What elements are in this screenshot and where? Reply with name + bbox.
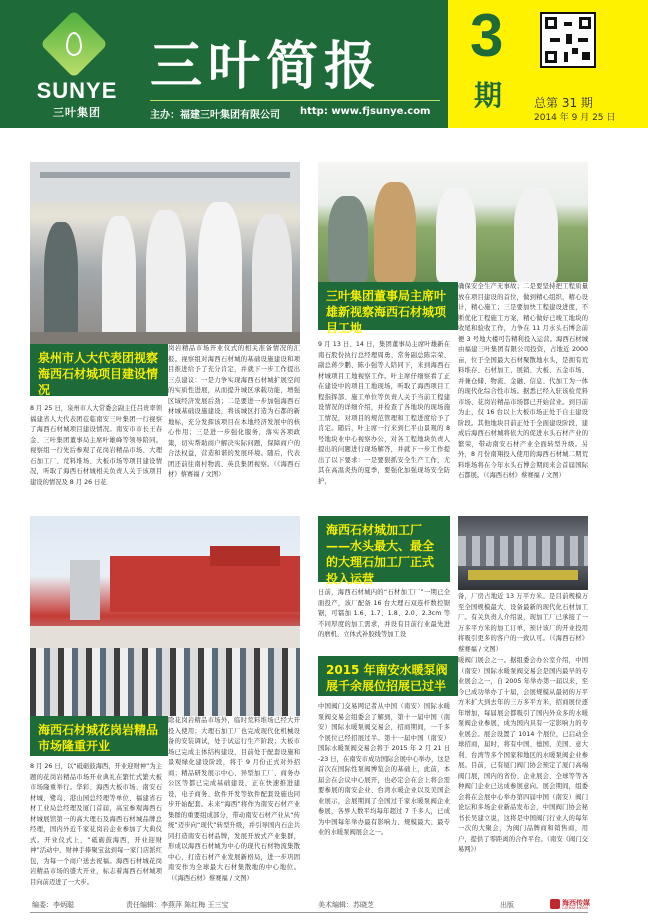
issue-date: 2014 年 9 月 25 日 bbox=[534, 113, 616, 123]
masthead bbox=[0, 0, 648, 128]
article-text: 8 月 26 日，以“砥砺鼓海西，开业迎财神”为主题的花岗岩精品市场开业典礼在繁忙式繁大板市场隆重举行。华彩、海西大板市场、南安石材城、鹭岛、港山园总经理等单位、福建省石材工业局总经理及厦门首届，高宝参观海西石材城展馆第一的高大理石及海西石材城品牌总经理，国内外近千家花岗岩企业参加了大典仪式。开业仪式上，“砥砺鼓海西，开业迎财神”活动中，财神手捧聚宝盆到每一家门店派红包，为每一个商户送去祝福。海西石材城花岗岩精品市场的盛大开业，标志着海西石材城项目向前迈进了一大步。 bbox=[30, 763, 162, 886]
photo-processing-plant bbox=[458, 516, 588, 590]
headline-valve-expo: 2015 年南安水暖泵阀展千余展位招展已过半 bbox=[318, 656, 458, 696]
article-text: 暖阀门展会之一。据组委会办公室介绍，中国（南安）国际水暖泵阀交易会是国内最早的专业展会之一，自 2005 年举办第一届以来，至今已成功举办了十届，会展规模从最初的万平方米扩大到去年的三万多平方米，招商展位逐年增加，每届展会都吸引了国内外众多的水暖泵阀企业参展，成为国内具有一定影响力的专业展会。展会设置了 1014 个展位，已启动全球招商，届时，将有中国、德国、美国、意大利、台湾等多个国家和地区的水暖泵阀企业参展。目前，已有厦门阀门协会预定了厦门高端阀门展，国内的省份、企业展会、全球等等各种阀门企业已达成参展意向。展会期间，组委会将在会展中心举办第四届中国（南安）阀门论坛和多场企业新品发布会，中国阀门协会秘书长吴建立说，这将是中国阀门行业人的每年一次的大聚会，为阀门品牌商和销售商，用户，提供了零距离的合作平台。（南安《阀门交易网》） bbox=[458, 657, 588, 853]
total-issue: 总第 31 期 bbox=[534, 96, 593, 110]
article-text: 备，厂房占地近 13 万平方米。是目前规模万至全国规模最大、设备最新的现代化石材加工厂。有关负责人介绍说，现加工厂已承接了一万多平方米的加工订单，预计该厂的开业投用将吸引更多的客户的一致认可。（《海西石材》蔡赛福 / 文图） bbox=[458, 593, 588, 652]
article-text: 9 月 13 日、14 日，集团董事局主席叶雄新在南石股份执行总经理周勇、常务副总陈宗荣、副总蒋少鹏、陈小强等人陪同下，来到海西石材城项目工地视察工作。叶主席仔细察看了正在建设中的项目工地现场，听取了海西项目工程指挥部、施工单位等负责人关于当前工程建设情况的详细介绍，并检查了各地块的现场施工情况，对项目的规范管理和工程进度给予了肯定。随后，叶主席一行来到仁平山景观的 8 号地块业中心视察办公，对各工程地块负责人提出的问题进行现场解答，并就下一步工作提出了以下要求：一是要狠抓安全生产工作，尤其在高温炎热的夏季，要强化加强现场安全防护， bbox=[318, 341, 450, 485]
photo-delegation-visit bbox=[30, 162, 300, 344]
company-logo bbox=[22, 18, 132, 119]
issue-panel bbox=[448, 0, 648, 128]
qr-code-icon bbox=[540, 12, 596, 68]
article-text: 除花岗岩精品市场外，临时荒料堆场已经大开投入使用；大理石加工厂也完成现代化机械设备的安装调试，处于试运行生产阶段；大板市场已完成主体结构建设，目前处于配套设施和景观绿化建设阶段，将于 9 月份正式对外招商；精品研发展示中心、异型加工厂、商务办公区等都已完成基础建设，正在快速推进建设，电子商务、软件开发等软件配套设施也同步开始配套。未来“海西”将作为南安石材产业集群的重要组成部分，带动南安石材产业从“传统”迈步向“现代”转型升级，并引导国内石企共同打造南安石材品牌，发展开放式产业集群，形成以海西石材城为中心的现代石材物流集散中心，打造石材产业发展新格局，进一步巩固南安作为全球最大石材集散地的中心地位。（《海西石材》蔡赛福 / 文图） bbox=[168, 717, 300, 882]
photo-chairman-site-visit bbox=[318, 162, 588, 282]
article-text: 8 月 25 日，泉州市人大常委会副主任吕贵率领福建省人大代表团莅临南安三叶集团一行视察了海西石材城项目建设情况。南安市市长王春金、三叶集团董事局主席叶雄峰等领导陪同。视察组一行先后参观了花岗岩精品市场、大理石加工厂、荒料堆场、大板市场等项目建设情况，听取了海西石材城相关负责人关于该项目建设的情况及 8 月 26 日花 bbox=[30, 405, 162, 486]
article-text: 日前，海西石材城内的“石材加工厂”一期已全面投产，该厂配备 16 台大理石双连杆数控锯锯，可镭加 1.6、1.7、1.8、2.0、2.3cm 等不同厚度的加工需求，并设有目前行业最先进的磨机、立体式补胶线等加工设 bbox=[318, 589, 450, 638]
headline-delegation-visit: 泉州市人大代表团视察海西石材城项目建设情况 bbox=[30, 344, 168, 396]
footer-rule bbox=[30, 912, 588, 913]
issue-unit: 期 bbox=[474, 79, 503, 112]
publisher-name: 海西传媒 bbox=[562, 899, 590, 907]
logo-text: SUNYE bbox=[36, 78, 118, 103]
footer-art-editor: 美术编辑：苏晓芝 bbox=[318, 901, 374, 909]
article-text: 中国阀门交易网记者从中国（南安）国际水暖泵阀交易会组委会了解到，第十一届中国（南安）国际水暖泵阀交易会，招商期间，一千多个展位已经招展过半。第十一届中国（南安）国际水暖泵阀交易会将于 2015 年 2 月 21 日 -23 日，在南安市成功国际会展中心举办，这是首次在国际性泵阀博览会的基础上，此前，本届会在会议中心展开，也必定会在会上将会需要参展的南安企业、台湾水暖企业以及美国企业展示，会展期间了全国过千家水暖泵阀企业参展，各界人数平均每年超过 7 千多人，已成为中国每年举办最有影响力、规模最大、最专业的水暖泵阀展会之一。 bbox=[318, 703, 450, 836]
article-text: 岗岩精品市场开业仪式的相关准备情况的汇报。视察组对海西石材城的基础设施建设和项目推进给予了充分肯定，并就下一步工作提出三点建议：一是力争实现海西石材城扩展空间的实质性进展，从而提升城区承载功能，增强区域经济发展后劲；二是要进一步加强海西石材城基础设施建设，将该城区打造为石都的新地标，充分发挥该项目在本地经济发展中的核心作用；三是进一步强化服务，落实各项政策，切实帮助商户解决实际问题，保障商户的合法权益，营造和谐的发展环境。随后，代表团还前往南村物流、英良集团视察。（《海西石材》蔡赛福 / 文图） bbox=[168, 345, 300, 478]
newsletter-title: 三叶简报 bbox=[150, 37, 383, 97]
footer-publisher-label: 出版 bbox=[500, 901, 514, 909]
website-url: http: www.fjsunye.com bbox=[300, 106, 431, 117]
host-organization: 主办：福建三叶集团有限公司 bbox=[150, 110, 280, 121]
footer-credits bbox=[30, 898, 588, 912]
headline-chairman-visit: 三叶集团董事局主席叶雄新视察海西石材城项目工地 bbox=[318, 282, 458, 330]
headline-processing-plant: 海西石材城加工厂——水头最大、最全的大理石加工厂正式投入运营 bbox=[318, 516, 450, 582]
publisher-subname: CATHAY MEDIA bbox=[562, 906, 589, 910]
footer-responsible-editors: 责任编辑：李燕萍 陈红梅 王三宝 bbox=[126, 901, 229, 909]
issue-number: 3 bbox=[470, 2, 504, 69]
photo-market-opening bbox=[30, 516, 300, 716]
footer-editor: 编委：李炳聪 bbox=[32, 901, 74, 909]
headline-market-opening: 海西石材城花岗岩精品市场隆重开业 bbox=[30, 716, 168, 756]
leaf-icon bbox=[66, 32, 82, 56]
logo-subtext: 三叶集团 bbox=[53, 106, 101, 119]
publisher-logo bbox=[550, 898, 592, 910]
article-text: 确保安全生产无事故；二是要坚持把工程质量放在项目建设的首位，做到精心组织，精心设计，精心施工；三是要加快工程建设进度，不断优化工程施工方案，精心做好已竣工地块的收尾和验收工作，力争在 11 月水头石博会前便 3 号地大楼可告精利投入运营。海西石材城由福建三叶集团有限公司投资，占地近 2000 亩，位于全国最大石材聚散地水头，是拥有荒料堆存、石材加工、展销、大板、五金市场、并兼仓储、物流、金融、信息、代加工为一体的现代化综合性市场。据悉已经入驻该检荒料市场、花岗岩精品市场都已开始营业。到目前为止，仅 16 台以上大板市场正处于自主建设阶段。其他地块目前正处于全面建设阶段，建成后海西石材城将依大的促进水头石材产业的繁荣，带动南安石材产业全面转型升级。另外，8 月份南翔投入使用的海西石材城二期荒料堆场将在今年水头石博会期间来会首届国际石都展。（《海西石材》蔡赛福 / 文图） bbox=[458, 283, 588, 479]
title-divider bbox=[150, 100, 440, 101]
masthead-green-band bbox=[0, 0, 448, 128]
publisher-mark-icon bbox=[550, 899, 560, 909]
